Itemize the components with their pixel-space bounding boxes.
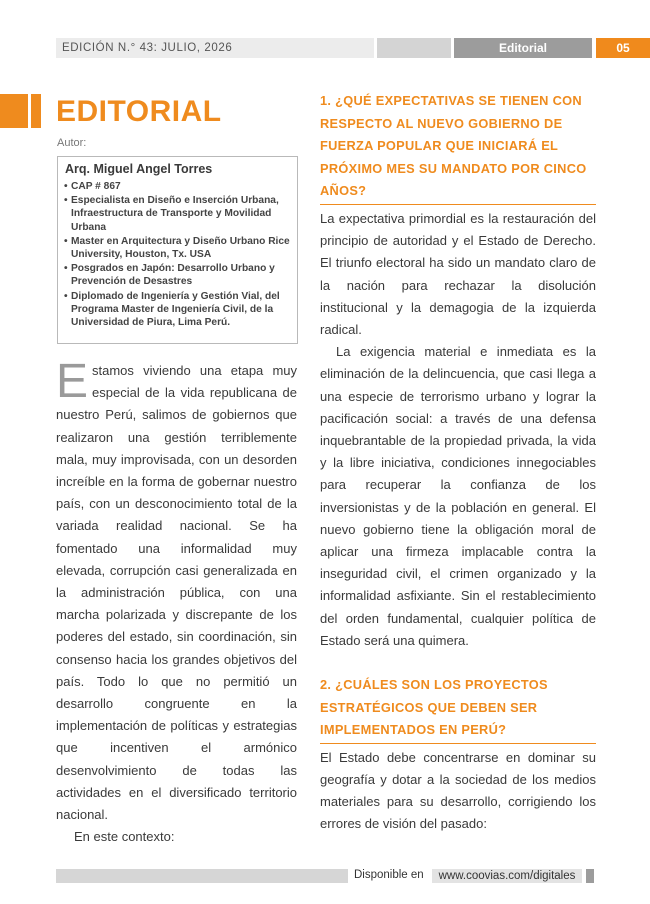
left-column	[56, 355, 297, 848]
question-heading-1: 1. ¿QUÉ EXPECTATIVAS SE TIENEN CON RESPECTO AL NUEVO GOBIERNO DE FUERZA POPULAR QUE INICIARÁ EL PRÓXIMO MES SU MANDATO POR CINCO AÑOS?	[320, 90, 596, 205]
page-title: EDITORIAL	[56, 95, 222, 128]
credential-item: • Diplomado de Ingeniería y Gestión Vial, del Programa Master de Ingeniería Civil, de la Universidad de Piura, Lima Perú.	[64, 290, 296, 330]
footer-bar	[56, 869, 348, 883]
section-label: Editorial	[454, 38, 592, 58]
title-accent-bar	[0, 94, 28, 128]
intro-text: stamos viviendo una etapa muy especial de la vida republicana de nuestro Perú, salimos de gobiernos que realizaron una gestión terriblemente mala, muy improvisada, con un desorden increíble en la forma de gobernar nuestro país, con un desconocimiento total de la variada realidad nacional. Se ha fomentado una informalidad muy elevada, corrupción casi generalizada en la administración pública, con una marcha polarizada y discrepante de los poderes del estado, sin coordinación, sin consenso hacia los grandes objetivos del país. Todo lo que no permitió un desarrollo congruente en la implementación de políticas y estrategias que incentiven el armónico desenvolvimiento de todas las actividades en el diversificado territorio nacional.	[56, 363, 297, 823]
title-accent-bar-thin	[31, 94, 41, 128]
answer-paragraph: La expectativa primordial es la restauración del principio de autoridad y el Estado de Derecho. El triunfo electoral ha sido un mandato claro de la nación para rechazar la disolución institucional y la demagogia de la izquierda radical.	[320, 210, 596, 337]
credential-item: • Posgrados en Japón: Desarrollo Urbano y Prevención de Desastres	[64, 262, 296, 288]
header-spacer	[377, 38, 451, 58]
issue-label: EDICIÓN N.° 43: JULIO, 2026	[56, 38, 374, 58]
page-number: 05	[596, 38, 650, 58]
question-heading-2: 2. ¿CUÁLES SON LOS PROYECTOS ESTRATÉGICOS QUE DEBEN SER IMPLEMENTADOS EN PERÚ?	[320, 674, 596, 744]
right-column	[320, 90, 596, 836]
footer-end-cap	[586, 869, 594, 883]
footer-url-link[interactable]: www.coovias.com/digitales	[432, 869, 582, 883]
author-label: Autor:	[57, 137, 87, 149]
author-credentials	[64, 180, 296, 330]
context-paragraph: En este contexto:	[74, 829, 175, 845]
author-name: Arq. Miguel Angel Torres	[65, 162, 213, 176]
answer-paragraph: El Estado debe concentrarse en dominar su geografía y dotar a la sociedad de los medios materiales para su desarrollo, corrigiendo los errores de visión del pasado:	[320, 749, 596, 832]
author-box	[57, 156, 298, 344]
footer-label: Disponible en	[354, 869, 424, 881]
intro-paragraph	[56, 355, 297, 826]
credential-item: • Master en Arquitectura y Diseño Urbano Rice University, Houston, Tx. USA	[64, 235, 296, 261]
credential-item: • CAP # 867	[64, 180, 296, 193]
drop-cap: E	[56, 355, 89, 408]
answer-paragraph: La exigencia material e inmediata es la eliminación de la delincuencia, que casi llega a una especie de terrorismo urbano y lograr la pacificación social: a través de una defensa inquebrantable de la propiedad privada, la vida y la libre iniciativa, condiciones innegociables para recuperar la confianza de los inversionistas y de la población en general. El nuevo gobierno tiene la obligación moral de aplicar una firmeza implacable contra la inseguridad civil, el crimen organizado y la informalidad asfixiante. Sin el restablecimiento del orden fundamental, cualquier política de Estado será una quimera.	[320, 344, 596, 648]
credential-item: • Especialista en Diseño e Inserción Urbana, Infraestructura de Transporte y Movilidad Urbana	[64, 194, 296, 234]
